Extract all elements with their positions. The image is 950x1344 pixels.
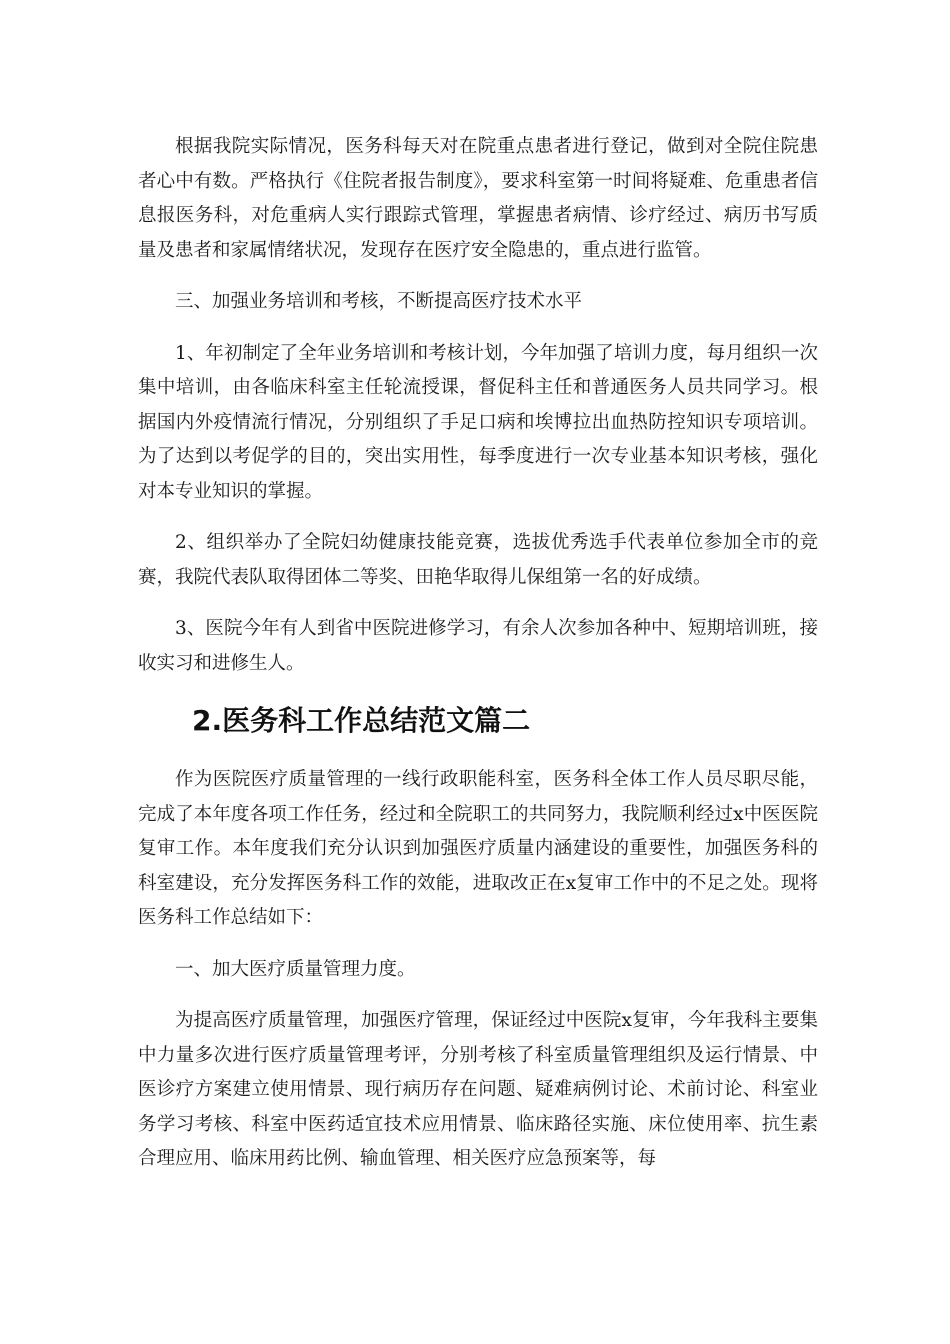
paragraph-skills-competition: 2、组织举办了全院妇幼健康技能竞赛，选拔优秀选手代表单位参加全市的竞赛，我院代表队取得团体二等奖、田艳华取得儿保组第一名的好成绩。: [138, 532, 818, 588]
paragraph-section-one-title: 一、加大医疗质量管理力度。: [175, 958, 416, 980]
paragraph-introduction: 作为医院医疗质量管理的一线行政职能科室，医务科全体工作人员尽职尽能，完成了本年度各项工作任务，经过和全院职工的共同努力，我院顺利经过x中医医院复审工作。本年度我们充分认识到加强医疗质量内涵建设的重要性，加强医务科的科室建设，充分发挥医务科工作的效能，进取改正在x复审工作中的不足之处。现将医务科工作总结如下：: [138, 769, 818, 928]
paragraph-training-plan: 1、年初制定了全年业务培训和考核计划，今年加强了培训力度，每月组织一次集中培训，由各临床科室主任轮流授课，督促科主任和普通医务人员共同学习。根据国内外疫情流行情况，分别组织了手足口病和埃博拉出血热防控知识专项培训。为了达到以考促学的目的，突出实用性，每季度进行一次专业基本知识考核，强化对本专业知识的掌握。: [138, 342, 818, 502]
paragraph-section-three-title: 三、加强业务培训和考核，不断提高医疗技术水平: [175, 291, 583, 312]
paragraph-quality-assessment: 为提高医疗质量管理，加强医疗管理，保证经过中医院x复审，今年我科主要集中力量多次进行医疗质量管理考评，分别考核了科室质量管理组织及运行情景、中医诊疗方案建立使用情景、现行病历存在问题、疑难病例讨论、术前讨论、科室业务学习考核、科室中医药适宜技术应用情景、临床路径实施、床位使用率、抗生素合理应用、临床用药比例、输血管理、相关医疗应急预案等，每: [138, 1010, 818, 1169]
paragraph-inpatient-registration: 根据我院实际情况，医务科每天对在院重点患者进行登记，做到对全院住院患者心中有数。严格执行《住院者报告制度》，要求科室第一时间将疑难、危重患者信息报医务科，对危重病人实行跟踪式管理，掌握患者病情、诊疗经过、病历书写质量及患者和家属情绪状况，发现存在医疗安全隐患的，重点进行监管。: [138, 136, 818, 261]
section-heading: 2.医务科工作总结范文篇二: [192, 704, 531, 737]
paragraph-further-study: 3、医院今年有人到省中医院进修学习，有余人次参加各种中、短期培训班，接收实习和进修生人。: [138, 618, 818, 674]
document-body: [138, 130, 818, 1194]
